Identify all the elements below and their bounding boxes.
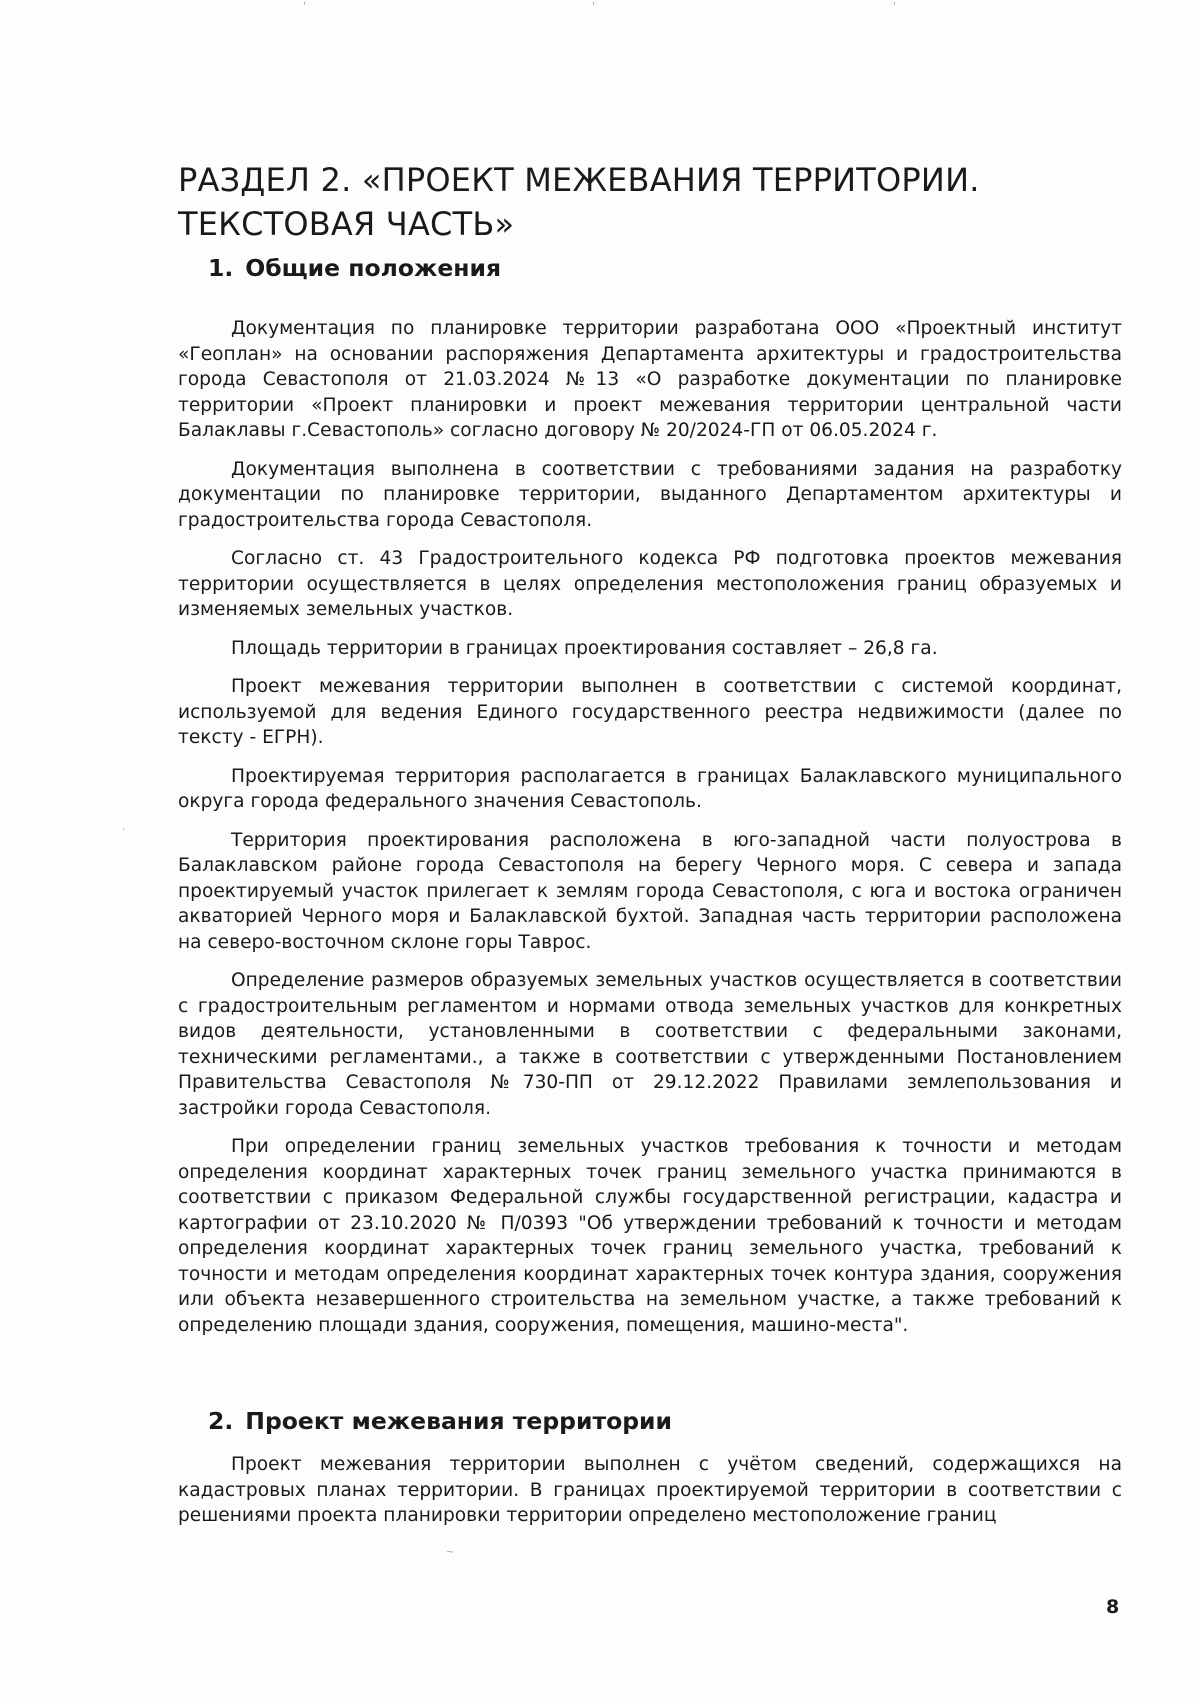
scan-artifact: ': [303, 1, 306, 12]
paragraph: Проектируемая территория располагается в границах Балаклавского муниципального округа города федерального значения Севастополь.: [178, 765, 1122, 812]
scan-artifact: ': [893, 1, 896, 12]
paragraph: При определении границ земельных участков требования к точности и методам определения координат характерных точек границ земельного участка принимаются в соответствии с приказом Федеральной службы государственной регистрации, кадастра и картографии от 23.10.2020 № П/0393 "Об утверждении требований к точности и методам определения координат характерных точек границ земельного участка, требований к точности и методам определения координат характерных точек контура здания, сооружения или объекта незавершенного строительства на земельном участке, а также требований к определению площади здания, сооружения, помещения, машино-места".: [178, 1136, 1122, 1336]
paragraph: Определение размеров образуемых земельных участков осуществляется в соответствии с градостроительным регламентом и нормами отвода земельных участков для конкретных видов деятельности, установленными в соответствии с федеральными законами, техническими регламентами., а также в соответствии с утвержденными Постановлением Правительства Севастополя №730-ПП от 29.12.2022 Правилами землепользования и застройки города Севастополя.: [178, 970, 1122, 1119]
paragraph: Документация по планировке территории разработана ООО «Проектный институт «Геоплан» на основании распоряжения Департамента архитектуры и градостроительства города Севастополя от 21.03.2024 №13 «О разработке документации по планировке территории «Проект планировки и проект межевания территории центральной части Балаклавы г.Севастополь» согласно договору № 20/2024-ГП от 06.05.2024 г.: [178, 318, 1122, 441]
heading-number: 2.: [208, 1407, 234, 1435]
paragraph: Площадь территории в границах проектирования составляет – 26,8 га.: [231, 637, 938, 659]
paragraph: Документация выполнена в соответствии с требованиями задания на разработку документации по планировке территории, выданного Департаментом архитектуры и градостроительства города Севастополя.: [178, 458, 1122, 531]
scan-artifact: ': [592, 1, 595, 12]
heading-general-provisions: [208, 254, 501, 282]
paragraph: Проект межевания территории выполнен с учётом сведений, содержащихся на кадастровых планах территории. В границах проектируемой территории в соответствии с решениями проекта планировки территории определено местоположение границ: [178, 1454, 1122, 1526]
scan-artifact: ~: [446, 1547, 455, 1558]
section-2-body: [178, 1452, 1122, 1542]
scan-artifact: ·: [122, 825, 126, 836]
section-title-line-2: ТЕКСТОВАЯ ЧАСТЬ»: [178, 205, 515, 243]
section-title-line-1: РАЗДЕЛ 2. «ПРОЕКТ МЕЖЕВАНИЯ ТЕРРИТОРИИ.: [178, 161, 980, 199]
section-1-body: [178, 316, 1122, 1351]
heading-text: Общие положения: [245, 254, 502, 282]
heading-number: 1.: [208, 254, 234, 282]
paragraph: Территория проектирования расположена в юго-западной части полуострова в Балаклавском районе города Севастополя на берегу Черного моря. С севера и запада проектируемый участок прилегает к землям города Севастополя, с юга и востока ограничен акваторией Черного моря и Балаклавской бухтой. Западная часть территории расположена на северо-восточном склоне горы Таврос.: [178, 829, 1122, 953]
page-number: 8: [1106, 1596, 1120, 1618]
paragraph: Согласно ст. 43 Градостроительного кодекса РФ подготовка проектов межевания территории осуществляется в целях определения местоположения границ образуемых и изменяемых земельных участков.: [178, 548, 1122, 620]
heading-land-survey-project: [208, 1407, 672, 1435]
paragraph: Проект межевания территории выполнен в соответствии с системой координат, используемой для ведения Единого государственного реестра недвижимости (далее по тексту - ЕГРН).: [178, 676, 1122, 748]
heading-text: Проект межевания территории: [245, 1407, 672, 1435]
section-title: [178, 158, 1078, 246]
